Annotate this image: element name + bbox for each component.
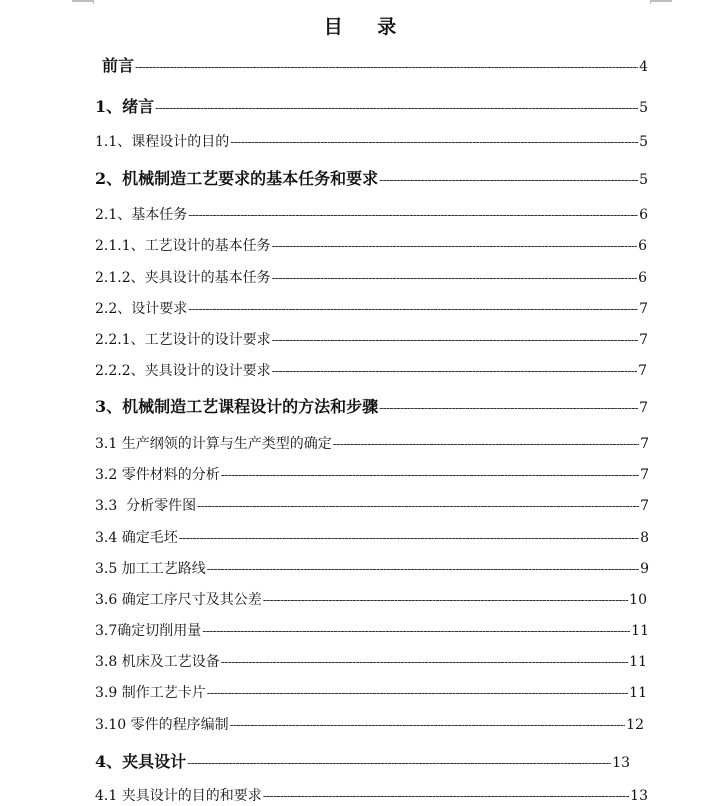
dot-leader — [379, 398, 638, 418]
toc-entry-page: 7 — [640, 467, 649, 483]
toc-entry-text: 2.2.2、夹具设计的设计要求 — [95, 363, 271, 379]
toc-entry-1-1[interactable] — [95, 132, 648, 152]
toc-entry-text: 3.6 确定工序尺寸及其公差 — [95, 592, 262, 608]
dot-leader — [135, 57, 638, 77]
dot-leader — [187, 753, 611, 773]
toc-entry-page: 7 — [640, 498, 649, 514]
dot-leader — [333, 434, 639, 454]
toc-title: 目 录 — [323, 16, 411, 38]
toc-entry-3-9[interactable] — [95, 683, 647, 703]
toc-entry-preface[interactable] — [102, 56, 648, 77]
dot-leader — [272, 361, 637, 381]
toc-entry-text: 3.4 确定毛坯 — [95, 530, 178, 546]
toc-entry-4-1[interactable] — [95, 786, 648, 806]
dot-leader — [197, 496, 639, 516]
toc-entry-text: 3.2 零件材料的分析 — [95, 467, 220, 483]
toc-entry-1[interactable] — [95, 97, 648, 118]
toc-entry-3-6[interactable] — [95, 590, 647, 610]
toc-entry-text: 3.10 零件的程序编制 — [95, 717, 229, 733]
toc-entry-text: 2.2、设计要求 — [95, 301, 188, 317]
toc-entry-text: 3.3 分析零件图 — [95, 498, 197, 514]
dot-leader — [202, 621, 630, 641]
dot-leader — [221, 465, 639, 485]
dot-leader — [379, 170, 638, 190]
toc-entry-text: 2.2.1、工艺设计的设计要求 — [95, 332, 271, 348]
dot-leader — [263, 590, 628, 610]
toc-entry-text: 3.5 加工工艺路线 — [95, 561, 206, 577]
toc-entry-3-8[interactable] — [95, 652, 647, 672]
toc-entry-page: 4 — [639, 59, 648, 75]
dot-leader — [272, 236, 637, 256]
dot-leader — [155, 98, 638, 118]
toc-entry-text: 2.1、基本任务 — [95, 207, 188, 223]
toc-entry-page: 6 — [639, 207, 648, 223]
toc-entry-text: 3.9 制作工艺卡片 — [95, 685, 206, 701]
toc-entry-text: 4.1 夹具设计的目的和要求 — [95, 788, 262, 804]
toc-entry-text: 1、绪言 — [95, 97, 155, 116]
toc-entry-2-1[interactable] — [95, 205, 648, 225]
toc-entry-3-2[interactable] — [95, 465, 649, 485]
toc-entry-3-5[interactable] — [95, 559, 649, 579]
toc-entry-page: 7 — [639, 400, 648, 416]
toc-entry-page: 7 — [638, 363, 647, 379]
toc-entry-text: 4、夹具设计 — [95, 752, 187, 771]
toc-entry-page: 7 — [639, 301, 648, 317]
toc-entry-3-7[interactable] — [95, 621, 649, 641]
dot-leader — [221, 652, 628, 672]
toc-entry-page: 8 — [640, 530, 649, 546]
toc-entry-2[interactable] — [95, 169, 648, 190]
toc-entry-text: 2.1.2、夹具设计的基本任务 — [95, 270, 271, 286]
toc-entry-page: 6 — [638, 270, 647, 286]
toc-entry-3-10[interactable] — [95, 715, 644, 735]
dot-leader — [188, 299, 638, 319]
toc-entry-page: 11 — [629, 654, 647, 670]
dot-leader — [263, 786, 629, 806]
toc-entry-page: 11 — [631, 623, 649, 639]
toc-entry-2-2-2[interactable] — [95, 361, 647, 381]
toc-entry-page: 9 — [640, 561, 649, 577]
toc-entry-text: 前言 — [102, 56, 135, 75]
dot-leader — [230, 132, 638, 152]
toc-entry-page: 5 — [639, 134, 648, 150]
toc-entry-3[interactable] — [95, 397, 648, 418]
toc-entry-2-2[interactable] — [95, 299, 648, 319]
toc-entry-text: 2.1.1、工艺设计的基本任务 — [95, 238, 271, 254]
dot-leader — [207, 559, 639, 579]
toc-entry-3-4[interactable] — [95, 528, 649, 548]
toc-entry-4[interactable] — [95, 752, 630, 773]
toc-entry-text: 3.7确定切削用量 — [95, 623, 202, 639]
toc-entry-page: 13 — [612, 755, 630, 771]
toc-entry-text: 3.8 机床及工艺设备 — [95, 654, 220, 670]
toc-entry-page: 5 — [639, 100, 648, 116]
toc-entry-3-1[interactable] — [95, 434, 649, 454]
toc-entry-2-2-1[interactable] — [95, 330, 648, 350]
toc-entry-page: 11 — [629, 685, 647, 701]
toc-entry-text: 3.1 生产纲领的计算与生产类型的确定 — [95, 436, 332, 452]
toc-entry-page: 5 — [639, 172, 648, 188]
dot-leader — [272, 330, 638, 350]
toc-entry-2-1-1[interactable] — [95, 236, 647, 256]
dot-leader — [188, 205, 638, 225]
toc-entry-text: 2、机械制造工艺要求的基本任务和要求 — [95, 169, 379, 188]
toc-entry-2-1-2[interactable] — [95, 268, 647, 288]
toc-entry-page: 6 — [638, 238, 647, 254]
dot-leader — [272, 268, 637, 288]
dot-leader — [230, 715, 626, 735]
toc-entry-text: 1.1、课程设计的目的 — [95, 134, 230, 150]
toc-entry-3-3[interactable] — [95, 496, 649, 516]
dot-leader — [207, 683, 628, 703]
toc-entry-page: 7 — [640, 436, 649, 452]
toc-entry-page: 12 — [626, 717, 644, 733]
dot-leader — [179, 528, 639, 548]
toc-entry-page: 7 — [639, 332, 648, 348]
toc-entry-page: 13 — [630, 788, 648, 804]
toc-entry-text: 3、机械制造工艺课程设计的方法和步骤 — [95, 397, 379, 416]
toc-entry-page: 10 — [629, 592, 647, 608]
